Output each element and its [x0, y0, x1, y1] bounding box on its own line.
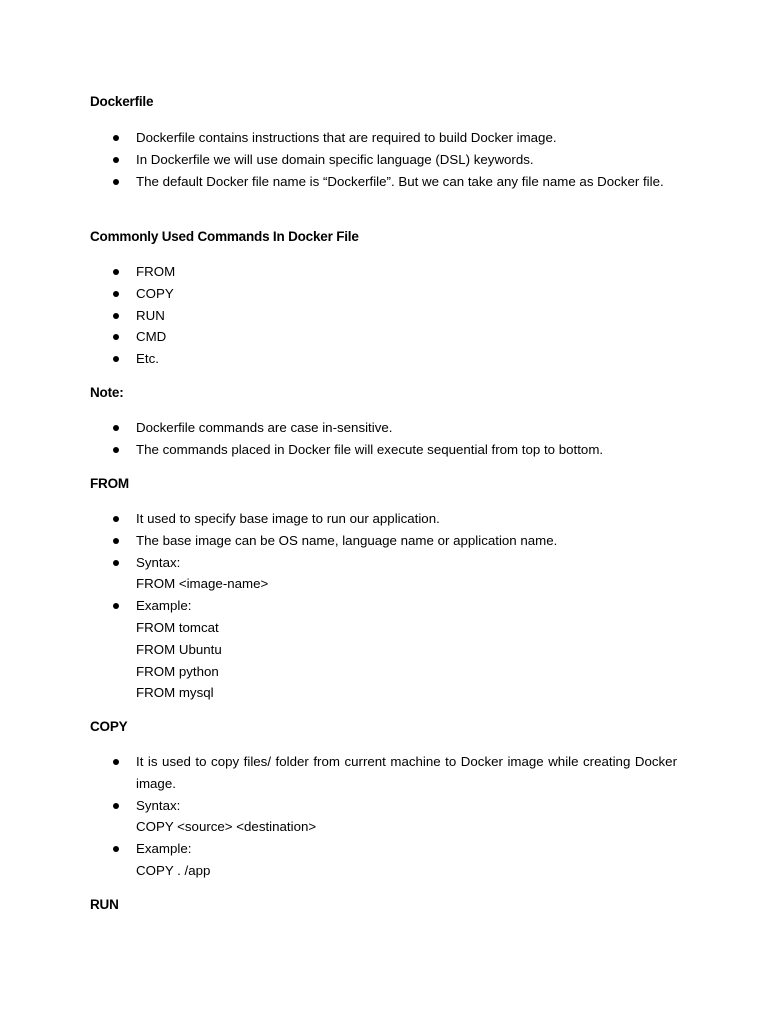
list-item-text: Dockerfile commands are case in-sensitive.	[136, 420, 393, 435]
copy-list	[113, 751, 677, 882]
bullet-icon	[113, 759, 119, 765]
example-line: COPY . /app	[136, 862, 211, 878]
list-item	[113, 127, 677, 149]
list-item	[113, 439, 677, 461]
bullet-icon	[113, 179, 119, 185]
bullet-icon	[113, 846, 119, 852]
bullet-icon	[113, 603, 119, 609]
heading-run: RUN	[90, 897, 119, 912]
list-item-text: The default Docker file name is “Dockerfile”. But we can take any file name as Docker file.	[136, 173, 664, 189]
bullet-icon	[113, 516, 119, 522]
syntax-line: FROM <image-name>	[136, 576, 269, 592]
example-label: Example:	[136, 841, 192, 857]
list-item-text: COPY	[136, 285, 174, 301]
syntax-label: Syntax:	[136, 797, 181, 813]
from-list	[113, 508, 677, 704]
heading-commands: Commonly Used Commands In Docker File	[90, 229, 359, 244]
bullet-icon	[113, 269, 119, 275]
example-line: FROM tomcat	[136, 619, 219, 635]
list-item	[113, 417, 677, 439]
example-line: FROM Ubuntu	[136, 641, 222, 657]
list-item	[113, 795, 677, 839]
bullet-icon	[113, 135, 119, 141]
list-item	[113, 283, 677, 305]
list-item	[113, 326, 677, 348]
list-item	[113, 552, 677, 596]
bullet-icon	[113, 425, 119, 431]
list-item	[113, 751, 677, 795]
bullet-icon	[113, 538, 119, 544]
bullet-icon	[113, 560, 119, 566]
list-item	[113, 508, 677, 530]
list-item	[113, 149, 677, 171]
list-item	[113, 261, 677, 283]
heading-dockerfile: Dockerfile	[90, 94, 154, 109]
heading-note: Note:	[90, 385, 124, 400]
list-item	[113, 595, 677, 704]
example-line: FROM mysql	[136, 685, 214, 701]
note-list	[113, 417, 677, 461]
list-item	[113, 305, 677, 327]
dockerfile-list	[113, 127, 677, 192]
bullet-icon	[113, 291, 119, 297]
commands-list	[113, 261, 677, 370]
list-item-text: FROM	[136, 264, 176, 279]
list-item	[113, 171, 677, 193]
list-item	[113, 838, 677, 882]
list-item	[113, 530, 677, 552]
list-item-text: It is used to copy files/ folder from current machine to Docker image while creating Docker image.	[136, 754, 677, 791]
syntax-label: Syntax:	[136, 554, 181, 570]
bullet-icon	[113, 447, 119, 453]
list-item-text: Dockerfile contains instructions that are required to build Docker image.	[136, 130, 557, 145]
bullet-icon	[113, 313, 119, 319]
bullet-icon	[113, 356, 119, 362]
list-item-text: The base image can be OS name, language name or application name.	[136, 532, 558, 548]
list-item-text: It used to specify base image to run our application.	[136, 511, 440, 526]
list-item-text: CMD	[136, 329, 167, 345]
bullet-icon	[113, 803, 119, 809]
list-item	[113, 348, 677, 370]
bullet-icon	[113, 157, 119, 163]
example-label: Example:	[136, 598, 192, 614]
list-item-text: RUN	[136, 307, 165, 323]
list-item-text: The commands placed in Docker file will execute sequential from top to bottom.	[136, 441, 604, 457]
heading-from: FROM	[90, 476, 129, 491]
syntax-line: COPY <source> <destination>	[136, 819, 317, 835]
list-item-text: In Dockerfile we will use domain specific language (DSL) keywords.	[136, 151, 534, 167]
list-item-text: Etc.	[136, 351, 159, 367]
example-line: FROM python	[136, 663, 219, 679]
heading-copy: COPY	[90, 719, 128, 734]
bullet-icon	[113, 334, 119, 340]
